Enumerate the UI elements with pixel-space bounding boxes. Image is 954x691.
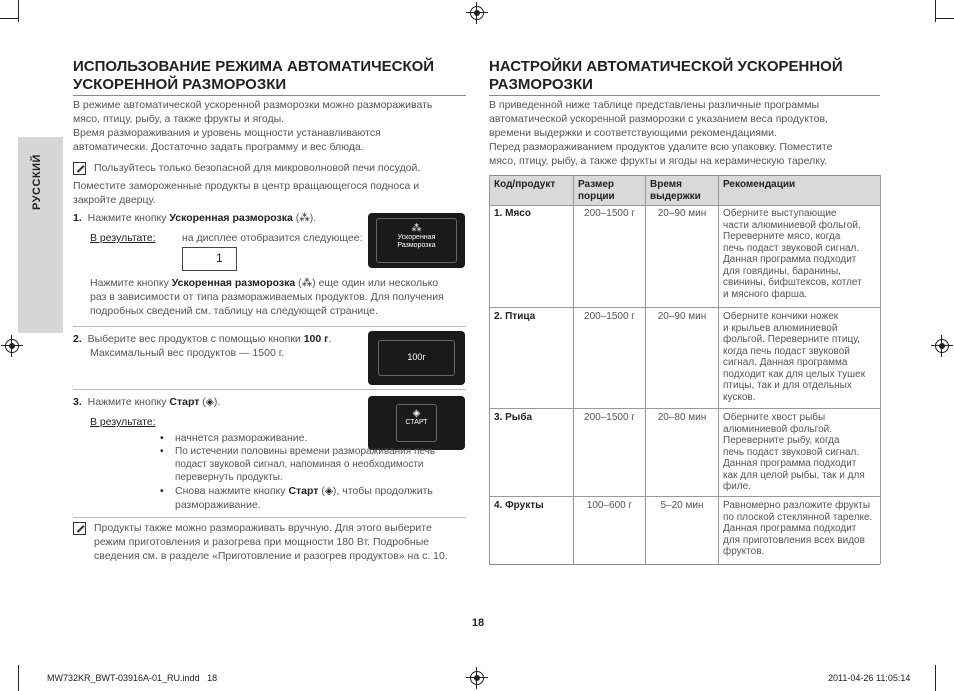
step1-instruction: 1. Нажмите кнопку Ускоренная разморозка (⁂). bbox=[73, 212, 317, 224]
right-section-title: НАСТРОЙКИ АВТОМАТИЧЕСКОЙ УСКОРЕННОЙ РАЗМОРОЗКИ bbox=[489, 58, 843, 93]
weight-button-illustration: 100г bbox=[368, 331, 465, 385]
table-border bbox=[489, 175, 880, 176]
page-number: 18 bbox=[471, 617, 485, 629]
table-border bbox=[880, 175, 881, 564]
print-time: 11:05:14 bbox=[876, 673, 911, 683]
step1-result-text: на дисплее отобразится следующее: bbox=[182, 232, 363, 244]
crop-mark bbox=[18, 0, 19, 22]
table-header-cell: Рекомендации bbox=[723, 179, 796, 190]
table-cell-time: 20–80 мин bbox=[657, 412, 707, 423]
note-icon bbox=[73, 162, 86, 175]
divider bbox=[73, 389, 466, 390]
table-cell-portion: 100–600 г bbox=[586, 500, 633, 511]
file-name: MW732KR_BWT-03916A-01_RU.indd 18 bbox=[47, 673, 218, 683]
table-border bbox=[489, 307, 880, 308]
registration-mark-top bbox=[469, 5, 485, 21]
table-cell-portion: 200–1500 г bbox=[584, 311, 635, 322]
step3-bullets bbox=[160, 431, 470, 512]
crop-mark bbox=[936, 18, 954, 19]
right-intro: В приведенной ниже таблице представлены различные программы автоматической ускоренной разморозки с указанием веса продуктов, времени выдержки и соответствующими рекомендациями. Перед размораживанием продуктов удалите всю упаковку. Поместите мясо, птицу, рыбу, а также фрукты и ягоды на керамическую тарелку. bbox=[489, 99, 833, 167]
start-icon: ◈ bbox=[205, 396, 214, 408]
step3-result-label: В результате: bbox=[90, 416, 156, 428]
start-button-illustration: ◈ СТАРТ bbox=[368, 396, 465, 450]
divider bbox=[489, 95, 880, 96]
table-cell-recommendation: Равномерно разложите фрукты по плоской стеклянной тарелке. Данная программа подходит для приготовления всех видов фруктов. bbox=[723, 500, 873, 557]
note-safe-dishes: Пользуйтесь только безопасной для микроволновой печи посудой. bbox=[94, 162, 421, 174]
table-cell-time: 5–20 мин bbox=[660, 500, 704, 511]
language-tab-label: РУССКИЙ bbox=[31, 154, 43, 210]
list-item: • Снова нажмите кнопку Старт (◈), чтобы продолжить размораживание. bbox=[160, 485, 433, 511]
defrost-button-illustration: ⁂ Ускоренная Разморозка bbox=[368, 213, 465, 268]
lcd-display: 1 bbox=[182, 247, 237, 271]
table-header-cell: Размер порции bbox=[578, 179, 615, 202]
crop-mark bbox=[0, 18, 18, 19]
table-cell-time: 20–90 мин bbox=[657, 311, 707, 322]
defrost-icon: ⁂ bbox=[411, 223, 422, 234]
step2-instruction: 2. Выберите вес продуктов с помощью кнопки 100 г. Максимальный вес продуктов — 1500 г. bbox=[73, 333, 332, 359]
table-border bbox=[489, 175, 490, 564]
table-cell-product: 2. Птица bbox=[494, 311, 536, 322]
step1-followup: Нажмите кнопку Ускоренная разморозка (⁂) еще один или несколько раз в зависимости от типа размораживаемых продуктов. Для получения подробных сведений см. таблицу на следующей странице. bbox=[90, 277, 444, 317]
table-cell-product: 4. Фрукты bbox=[494, 500, 544, 511]
print-date: 2011-04-26 bbox=[828, 673, 874, 683]
table-header-cell: Время выдержки bbox=[650, 179, 701, 202]
table-cell-portion: 200–1500 г bbox=[584, 208, 635, 219]
list-item: • начнется размораживание. bbox=[160, 432, 308, 444]
table-cell-product: 3. Рыба bbox=[494, 412, 533, 423]
divider bbox=[73, 326, 466, 327]
table-cell-recommendation: Оберните хвост рыбы алюминиевой фольгой. Переверните рыбу, когда печь подаст звуковой сигнал. Данная программа подходит как для целой рыбы, так и для филе. bbox=[723, 412, 865, 492]
crop-mark bbox=[18, 665, 19, 691]
registration-mark-right bbox=[934, 338, 950, 354]
defrost-icon: ⁂ bbox=[299, 212, 310, 224]
step1-result-label: В результате: bbox=[90, 232, 156, 244]
note-icon bbox=[73, 522, 86, 535]
defrost-icon: ⁂ bbox=[301, 277, 313, 289]
left-intro: В режиме автоматической ускоренной разморозки можно размораживать мясо, птицу, рыбу, а также фрукты и ягоды. Время размораживания и уровень мощности устанавливаются автоматически. Достаточно задать программу и вес блюда. bbox=[73, 99, 433, 153]
divider bbox=[73, 517, 466, 518]
registration-mark-bottom bbox=[469, 670, 485, 686]
table-cell-portion: 200–1500 г bbox=[584, 412, 635, 423]
table-border bbox=[489, 496, 880, 497]
table-cell-recommendation: Оберните выступающие части алюминиевой фольгой. Переверните мясо, когда печь подаст звуковой сигнал. Данная программа подходит для говядины, баранины, свинины, бифштексов, котлет и мясного фарша. bbox=[723, 208, 862, 300]
crop-mark bbox=[935, 665, 936, 691]
step3-instruction: 3. Нажмите кнопку Старт (◈). bbox=[73, 396, 221, 408]
list-item: • По истечении половины времени размораживания печь подаст звуковой сигнал, напоминая о необходимости перевернуть продукты. bbox=[160, 446, 436, 483]
place-food-instruction: Поместите замороженные продукты в центр вращающегося подноса и закройте дверцу. bbox=[73, 180, 420, 206]
table-border bbox=[489, 564, 880, 565]
left-section-title: ИСПОЛЬЗОВАНИЕ РЕЖИМА АВТОМАТИЧЕСКОЙ УСКОРЕННОЙ РАЗМОРОЗКИ bbox=[73, 58, 435, 93]
registration-mark-left bbox=[4, 338, 20, 354]
table-cell-recommendation: Оберните кончики ножек и крыльев алюминиевой фольгой. Переверните птицу, когда печь подаст звуковой сигнал. Данная программа подходит как для целых тушек птицы, так и для отдельных кусков. bbox=[723, 311, 866, 403]
table-cell-product: 1. Мясо bbox=[494, 208, 531, 219]
start-icon: ◈ bbox=[412, 408, 421, 419]
table-border bbox=[489, 205, 880, 206]
note-manual-defrost: Продукты также можно размораживать вручную. Для этого выберите режим приготовления и разогрева при мощности 180 Вт. Подробные сведения см. в разделе «Приготовление и разогрев продуктов» на с. 10. bbox=[94, 522, 448, 562]
table-border bbox=[489, 408, 880, 409]
divider bbox=[73, 95, 466, 96]
start-icon: ◈ bbox=[324, 485, 333, 497]
table-border bbox=[718, 175, 719, 564]
table-cell-time: 20–90 мин bbox=[657, 208, 707, 219]
table-header-cell: Код/продукт bbox=[494, 179, 556, 190]
